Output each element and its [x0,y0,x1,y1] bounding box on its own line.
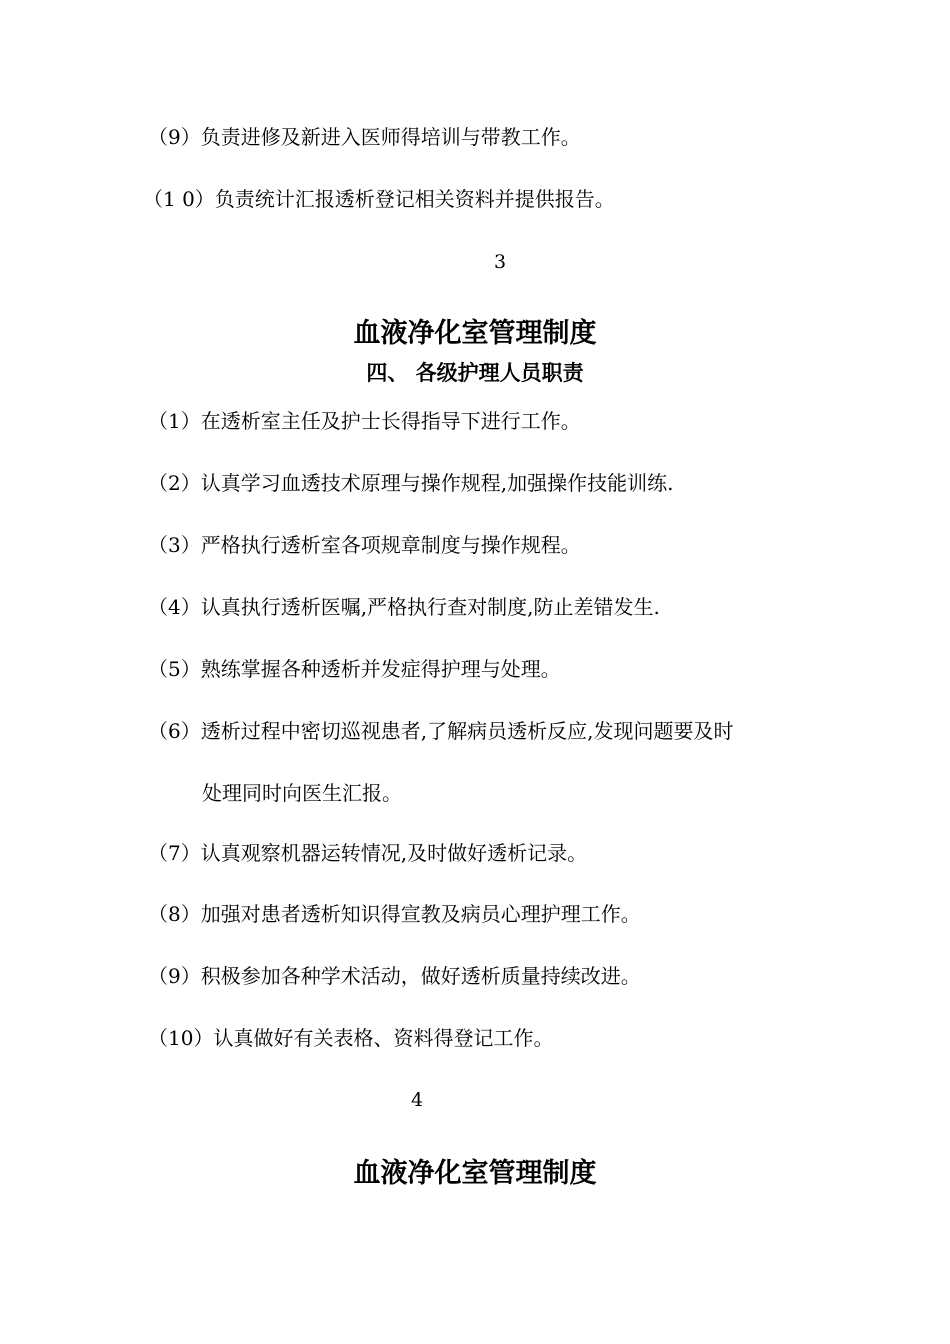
page-number: 4 [411,1089,424,1111]
page-number: 3 [494,251,507,273]
duty-item-4: （4）认真执行透析医嘱,严格执行查对制度,防止差错发生. [148,595,660,619]
duty-item-5: （5）熟练掌握各种透析并发症得护理与处理。 [148,657,561,681]
duty-item-6: （6）透析过程中密切巡视患者,了解病员透析反应,发现问题要及时 [148,719,734,743]
duty-item-6-continued: 处理同时向医生汇报。 [202,781,402,805]
duty-item-7: （7）认真观察机器运转情况,及时做好透析记录。 [148,841,588,865]
top-item-9: （9）负责进修及新进入医师得培训与带教工作。 [148,125,581,149]
next-section-title: 血液净化室管理制度 [353,1158,597,1189]
top-item-10: （1 0）负责统计汇报透析登记相关资料并提供报告。 [143,187,615,211]
duty-item-3: （3）严格执行透析室各项规章制度与操作规程。 [148,533,581,557]
section-heading: 四、 各级护理人员职责 [366,361,584,385]
duty-item-2: （2）认真学习血透技术原理与操作规程,加强操作技能训练. [148,471,674,495]
duty-item-10: （10）认真做好有关表格、资料得登记工作。 [148,1026,554,1050]
duty-item-8: （8）加强对患者透析知识得宣教及病员心理护理工作。 [148,902,641,926]
section-title: 血液净化室管理制度 [353,318,597,349]
duty-item-9: （9）积极参加各种学术活动，做好透析质量持续改进。 [148,964,641,988]
duty-item-1: （1）在透析室主任及护士长得指导下进行工作。 [148,409,581,433]
